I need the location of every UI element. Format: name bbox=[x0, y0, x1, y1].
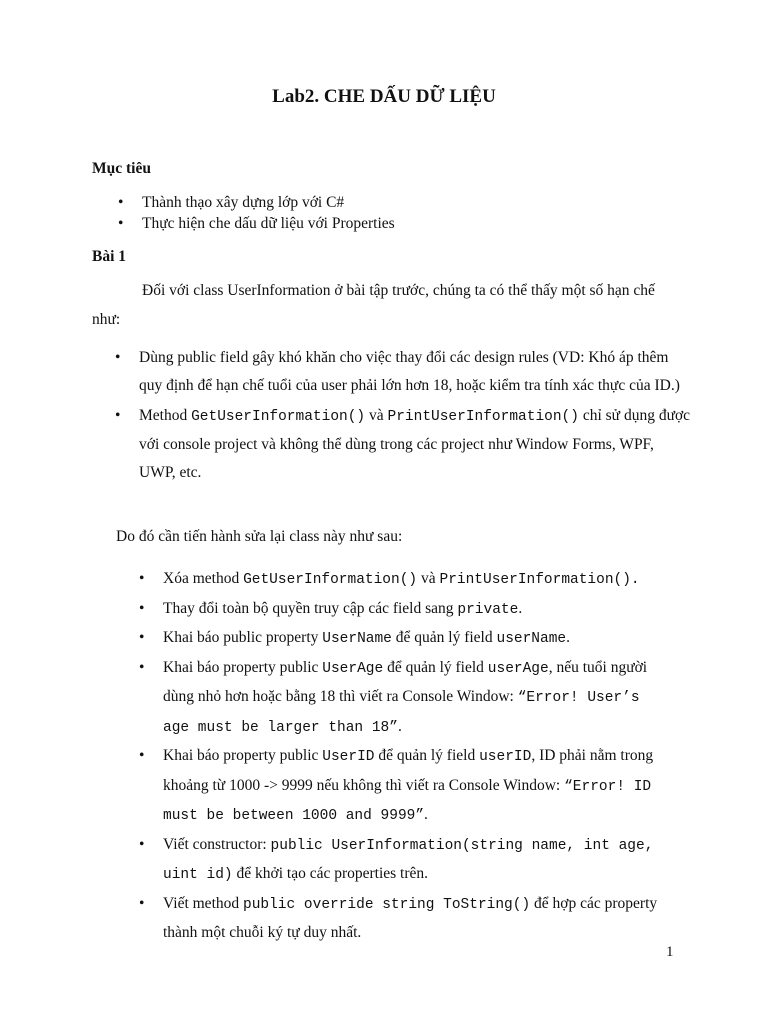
list-item bbox=[163, 742, 663, 831]
intro-paragraph: Đối với class UserInformation ở bài tập trước, chúng ta có thể thấy một số hạn chế như: bbox=[92, 282, 655, 328]
code-text: “Error! User’s age must be larger than 18” bbox=[163, 690, 640, 736]
list-item: • Thành thạo xây dựng lớp với C# bbox=[142, 192, 395, 213]
list-item: • Thực hiện che dấu dữ liệu với Properties bbox=[142, 213, 395, 234]
text: Khai báo property public bbox=[163, 747, 323, 764]
text: . bbox=[518, 599, 523, 617]
text: Thay đổi toàn bộ quyền truy cập các field sang bbox=[163, 599, 458, 617]
list-item bbox=[163, 890, 663, 948]
list-item bbox=[163, 831, 663, 890]
text: Xóa method bbox=[163, 570, 244, 587]
text: để hợp các property thành một chuỗi ký tự duy nhất. bbox=[163, 894, 658, 941]
list-item bbox=[139, 402, 694, 487]
text: Method bbox=[139, 407, 192, 424]
objectives-list bbox=[142, 192, 395, 234]
text: , ID phải nằm trong khoảng từ 1000 -> 9999 nếu không thì viết ra Console Window: bbox=[163, 747, 654, 794]
text: để quản lý field bbox=[391, 629, 497, 646]
list-item bbox=[163, 565, 663, 595]
list-item bbox=[163, 654, 663, 743]
text: . bbox=[566, 629, 570, 646]
text: để quản lý field bbox=[374, 747, 480, 764]
text: . bbox=[424, 806, 428, 823]
code-text: “Error! ID must be between 1000 and 9999” bbox=[163, 778, 652, 824]
text: Khai báo property public bbox=[163, 658, 323, 676]
text: , nếu tuổi người dùng nhỏ hơn hoặc bằng 18 thì viết ra Console Window: bbox=[163, 658, 648, 705]
objectives-heading: Mục tiêu bbox=[92, 160, 151, 177]
text: Khai báo public property bbox=[163, 629, 323, 646]
page-title: Lab2. CHE DẤU DỮ LIỆU bbox=[272, 86, 496, 107]
code-text: userName bbox=[496, 631, 567, 647]
code-text: PrintUserInformation(). bbox=[439, 572, 640, 588]
limitations-list bbox=[139, 344, 694, 489]
page-number: 1 bbox=[666, 944, 674, 960]
code-text: UserAge bbox=[322, 660, 384, 677]
text: Viết constructor: bbox=[163, 835, 271, 853]
text: chỉ sử dụng được với console project và không thể dùng trong các project như Window Forms, WPF, UWP, etc. bbox=[139, 407, 691, 481]
transition-paragraph: Do đó cần tiến hành sửa lại class này như sau: bbox=[116, 528, 403, 545]
code-text: private bbox=[457, 601, 519, 618]
list-item bbox=[163, 595, 663, 625]
text: để quản lý field bbox=[383, 658, 488, 676]
code-text: UserName bbox=[322, 631, 392, 647]
text: Viết method bbox=[163, 894, 243, 912]
code-text: GetUserInformation() bbox=[191, 409, 366, 425]
code-text: public UserInformation(string name, int age, uint id) bbox=[163, 837, 654, 883]
code-text: GetUserInformation() bbox=[243, 572, 418, 588]
tasks-list bbox=[163, 565, 663, 948]
code-text: PrintUserInformation() bbox=[387, 409, 579, 425]
list-item: • Dùng public field gây khó khăn cho việc thay đổi các design rules (VD: Khó áp thêm quy định để hạn chế tuổi của user phải lớn hơn 18, hoặc kiểm tra tính xác thực của ID.) bbox=[139, 344, 694, 400]
list-item bbox=[163, 624, 663, 654]
code-text: userAge bbox=[487, 660, 549, 677]
text: để khởi tạo các properties trên. bbox=[232, 865, 429, 882]
exercise-heading: Bài 1 bbox=[92, 248, 127, 265]
text: và bbox=[365, 407, 388, 424]
code-text: userID bbox=[479, 749, 532, 765]
text: và bbox=[417, 570, 440, 587]
text: . bbox=[397, 717, 402, 735]
code-text: UserID bbox=[322, 749, 375, 765]
code-text: public override string ToString() bbox=[243, 896, 531, 913]
